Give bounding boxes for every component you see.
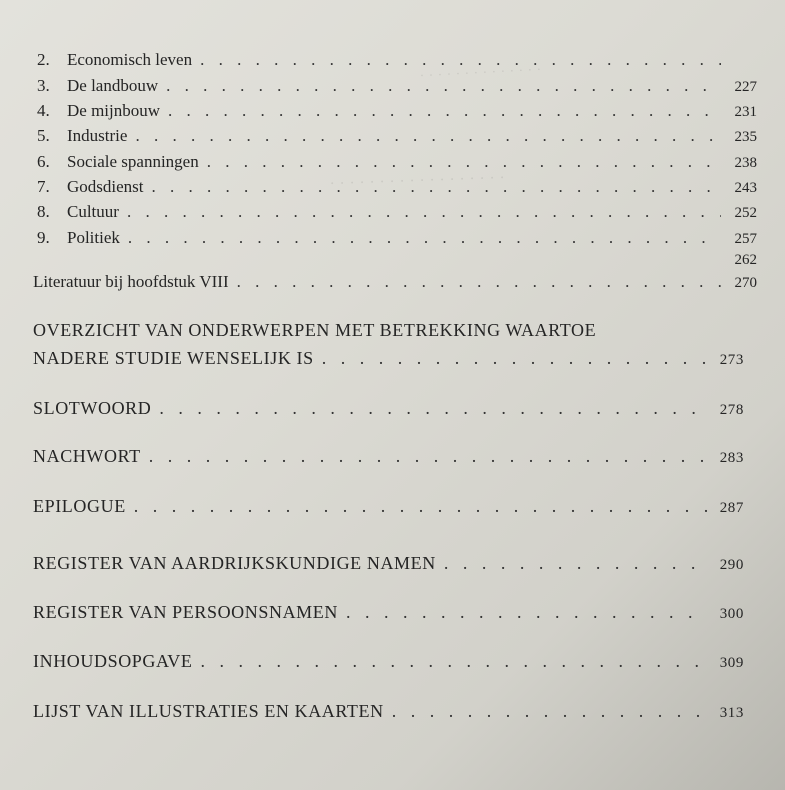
- entry-title: NACHWORT: [33, 446, 141, 466]
- section-title: Economisch leven: [67, 50, 193, 69]
- page-number: 278: [719, 402, 744, 418]
- dot-leader: [200, 50, 721, 70]
- toc-entry-row[interactable]: [33, 553, 744, 574]
- section-number: 5.: [37, 126, 50, 145]
- entry-title: INHOUDSOPGAVE: [33, 651, 193, 671]
- dot-leader: [168, 101, 721, 121]
- section-title: De mijnbouw: [67, 101, 161, 120]
- toc-entry-row[interactable]: [33, 446, 744, 467]
- toc-entry-row[interactable]: [33, 398, 744, 419]
- section-number: 2.: [37, 50, 50, 69]
- dot-leader: [207, 152, 721, 172]
- toc-subsection-row[interactable]: [37, 177, 757, 197]
- dot-leader: [159, 398, 708, 419]
- dot-leader: [444, 553, 708, 574]
- dot-leader: [152, 177, 722, 197]
- toc-subsection-row[interactable]: [37, 101, 757, 121]
- page-number: 313: [719, 705, 744, 721]
- dot-leader: [166, 76, 721, 96]
- toc-literature-row[interactable]: [33, 272, 757, 292]
- entry-title: REGISTER VAN PERSOONSNAMEN: [33, 602, 338, 622]
- section-number: 7.: [37, 177, 50, 196]
- page-number: 238: [734, 155, 757, 171]
- section-title: Cultuur: [67, 202, 119, 221]
- page-number: 252: [734, 205, 757, 221]
- page-number: 270: [734, 275, 757, 291]
- page-number: 227: [734, 79, 757, 95]
- section-title: Industrie: [67, 126, 128, 145]
- dot-leader: [128, 228, 721, 248]
- section-title: De landbouw: [67, 76, 159, 95]
- overview-title-line1: OVERZICHT VAN ONDERWERPEN MET BETREKKING WAARTOE: [33, 320, 597, 340]
- section-title: Politiek: [67, 228, 120, 247]
- page-number: 309: [719, 655, 744, 671]
- overview-title-line2: NADERE STUDIE WENSELIJK IS: [33, 348, 314, 368]
- dot-leader: [127, 202, 721, 222]
- section-title: Godsdienst: [67, 177, 144, 196]
- toc-literature-page-before-row: [33, 252, 757, 269]
- section-title: Sociale spanningen: [67, 152, 199, 171]
- page-number: 300: [719, 606, 744, 622]
- toc-overview-row[interactable]: [33, 348, 744, 369]
- dot-leader: [200, 651, 708, 672]
- toc-subsection-row[interactable]: [37, 126, 757, 146]
- dot-leader: [149, 446, 708, 467]
- page-number: 283: [719, 450, 744, 466]
- dot-leader: [237, 272, 721, 292]
- entry-title: LIJST VAN ILLUSTRATIES EN KAARTEN: [33, 701, 384, 721]
- toc-subsection-row[interactable]: [37, 228, 757, 248]
- page-number: 287: [719, 500, 744, 516]
- toc-entry-row[interactable]: [33, 496, 744, 517]
- bleed-through-text: . . . . . . . . . . . . . .: [419, 58, 542, 81]
- entry-title: EPILOGUE: [33, 496, 126, 516]
- section-number: 3.: [37, 76, 50, 95]
- literature-title: Literatuur bij hoofdstuk VIII: [33, 272, 229, 291]
- page-number: 235: [734, 129, 757, 145]
- dot-leader: [346, 602, 708, 623]
- toc-entry-row[interactable]: [33, 651, 744, 672]
- entry-title: REGISTER VAN AARDRIJKSKUNDIGE NAMEN: [33, 553, 436, 573]
- toc-overview-line1: [33, 320, 744, 341]
- page-number: 243: [734, 180, 757, 196]
- page-number: 257: [734, 231, 757, 247]
- dot-leader: [135, 126, 721, 146]
- toc-subsection-row[interactable]: [37, 152, 757, 172]
- toc-subsection-row[interactable]: [37, 76, 757, 96]
- page-number: 290: [719, 557, 744, 573]
- page-number: 262: [734, 252, 757, 268]
- entry-title: SLOTWOORD: [33, 398, 152, 418]
- page-number: 231: [734, 104, 757, 120]
- section-number: 9.: [37, 228, 50, 247]
- toc-subsection-row[interactable]: [37, 50, 757, 70]
- section-number: 6.: [37, 152, 50, 171]
- toc-subsection-row[interactable]: [37, 202, 757, 222]
- dot-leader: [392, 701, 708, 722]
- section-number: 4.: [37, 101, 50, 120]
- page-number: 273: [719, 352, 744, 368]
- section-number: 8.: [37, 202, 50, 221]
- dot-leader: [134, 496, 708, 517]
- toc-entry-row[interactable]: [33, 701, 744, 722]
- dot-leader: [322, 348, 708, 369]
- bleed-through-text: . . . . . . . . . . . . . . . . . .: [329, 164, 506, 189]
- toc-entry-row[interactable]: [33, 602, 744, 623]
